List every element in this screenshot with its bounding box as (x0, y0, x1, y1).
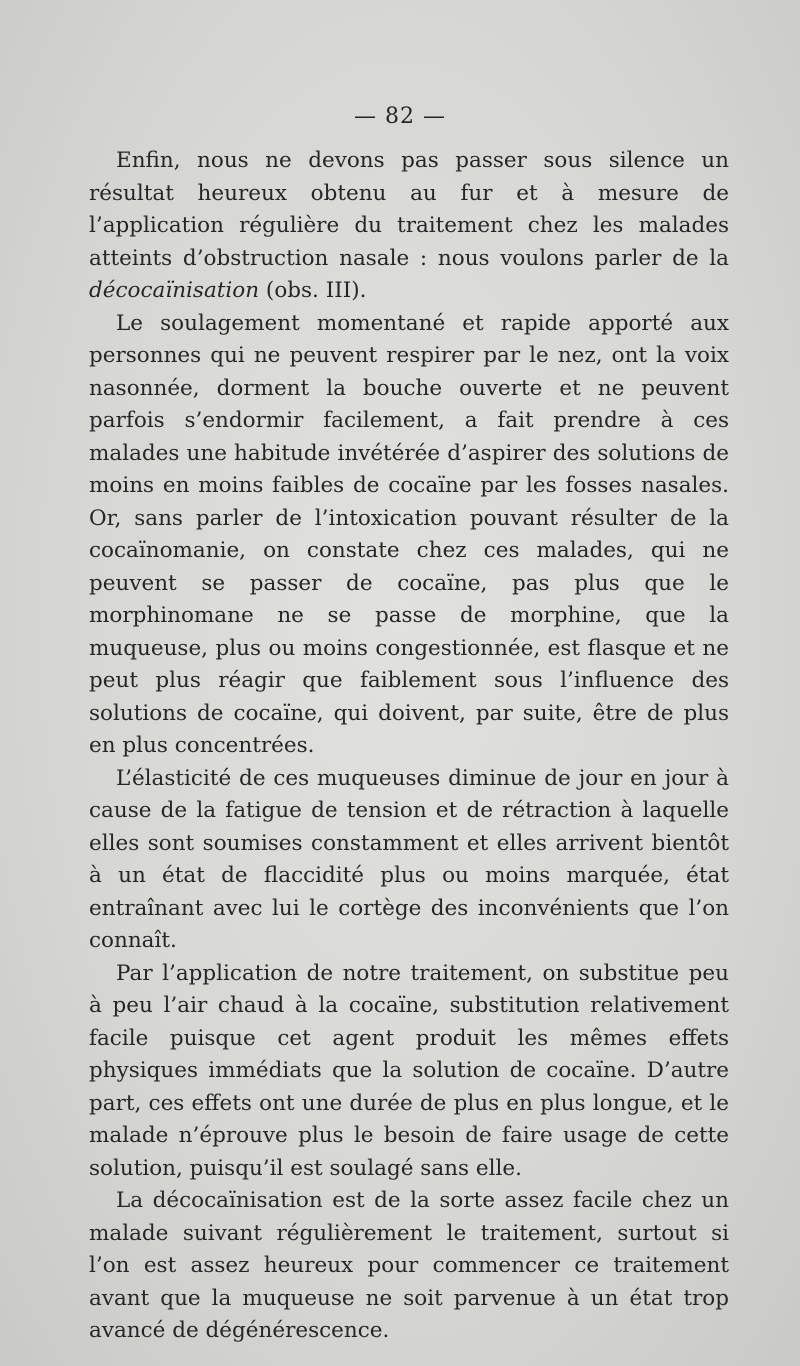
body-text (89, 145, 729, 1348)
paragraph-2: Le soulagement momentané et rapide apporté aux personnes qui ne peuvent respirer par le nez, ont la voix nasonnée, dorment la bouche ouverte et ne peuvent parfois s’endormir facilement, a fait prendre à ces malades une habitude invétérée d’aspirer des solutions de moins en moins faibles de cocaïne par les fosses nasales. Or, sans parler de l’intoxication pouvant résulter de la cocaïnomanie, on constate chez ces malades, qui ne peuvent se passer de cocaïne, pas plus que le morphinomane ne se passe de morphine, que la muqueuse, plus ou moins congestionnée, est flasque et ne peut plus réagir que faiblement sous l’influence des solutions de cocaïne, qui doivent, par suite, être de plus en plus concentrées. (89, 310, 729, 758)
paragraph-5: La décocaïnisation est de la sorte assez facile chez un malade suivant régulièrement le traitement, surtout si l’on est assez heureux pour commencer ce traitement avant que la muqueuse ne soit parvenue à un état trop avancé de dégénérescence. (89, 1188, 729, 1343)
paragraph-1-text: Enfin, nous ne devons pas passer sous silence un résultat heureux obtenu au fur et à mesure de l’application régulière du traitement chez les malades atteints d’obstruction nasale : nous voulons parler de la (89, 148, 729, 271)
paragraph-1-tail: (obs. III). (259, 278, 367, 303)
paragraph-3: L’élasticité de ces muqueuses diminue de jour en jour à cause de la fatigue de tension et de rétraction à laquelle elles sont soumises constamment et elles arrivent bientôt à un état de flaccidité plus ou moins marquée, état entraînant avec lui le cortège des inconvénients que l’on connaît. (89, 765, 729, 953)
paragraph-1 (89, 145, 729, 308)
paragraph-4: Par l’application de notre traitement, on substitue peu à peu l’air chaud à la cocaïne, substitution relativement facile puisque cet agent produit les mêmes effets physiques immédiats que la solution de cocaïne. D’autre part, ces effets ont une durée de plus en plus longue, et le malade n’éprouve plus le besoin de faire usage de cette solution, puisqu’il est soulagé sans elle. (89, 960, 729, 1181)
paragraph-1-emphasis: décocaïnisation (89, 278, 260, 303)
page-number: — 82 — (354, 104, 446, 129)
